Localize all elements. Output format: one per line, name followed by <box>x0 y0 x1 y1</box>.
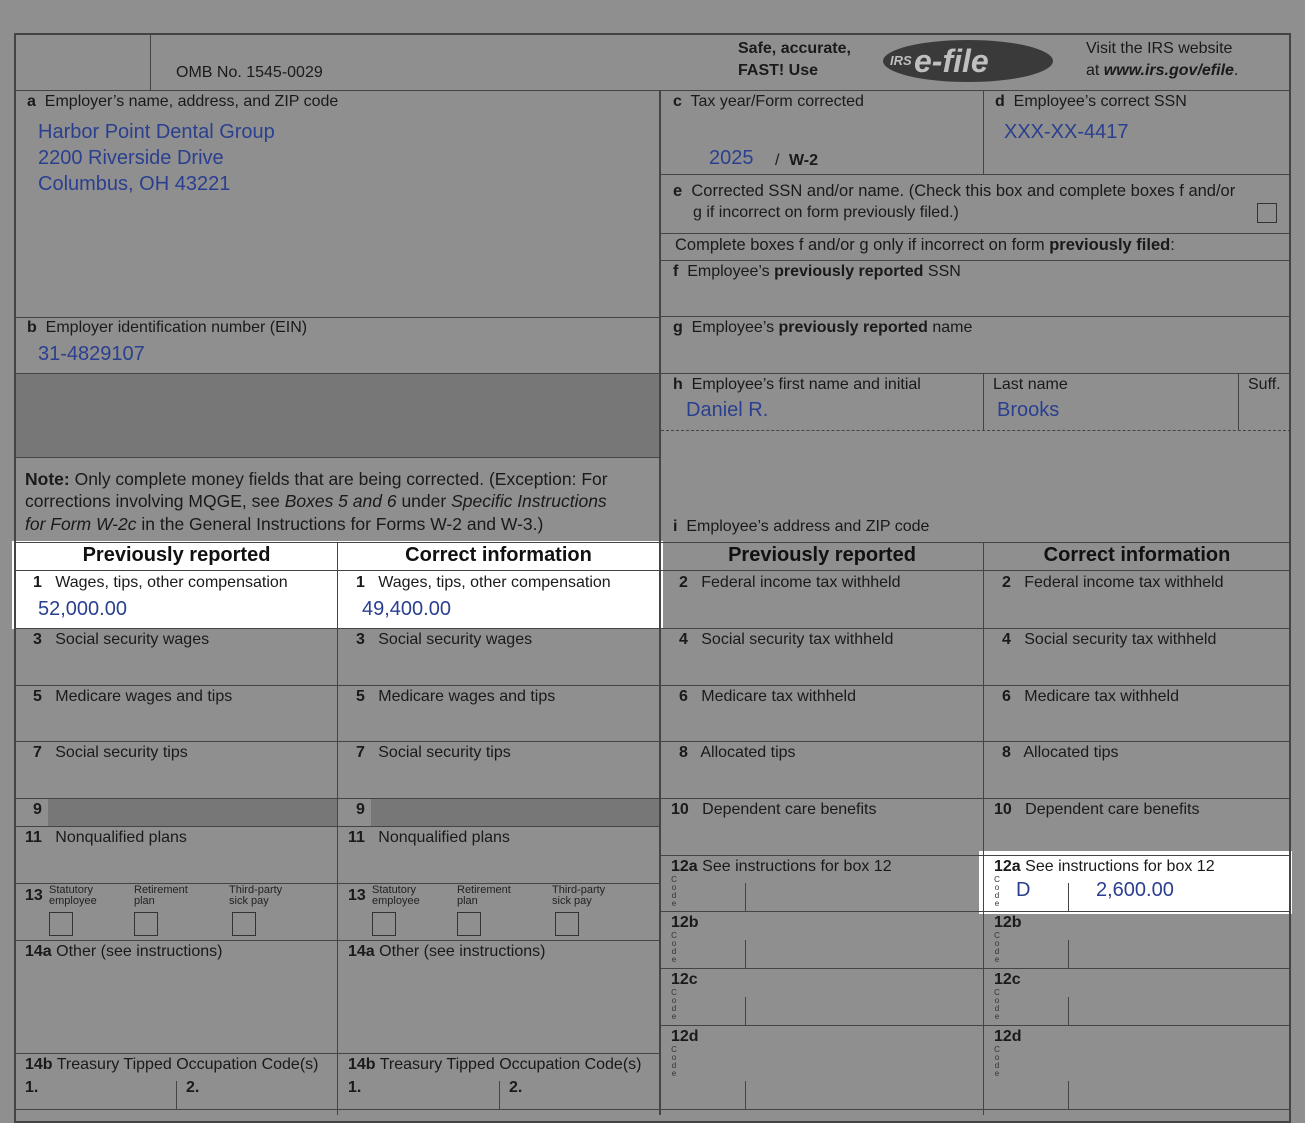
box-13-prev-num: 13 <box>25 887 43 904</box>
box-12c-corr-label: 12c <box>994 971 1021 988</box>
note-line3: for Form W-2c in the General Instructions for Forms W-2 and W-3.) <box>25 514 544 534</box>
box-a-label: a Employer’s name, address, and ZIP code <box>27 93 339 110</box>
statutory-checkbox-corr[interactable] <box>372 912 396 936</box>
employer-city: Columbus, OH 43221 <box>38 173 231 195</box>
safe-accurate-line2: FAST! Use <box>738 62 819 79</box>
suffix-label: Suff. <box>1248 376 1281 393</box>
thirdparty-label-prev: Third-party sick pay <box>229 884 283 907</box>
right-corr-heading: Correct information <box>1043 544 1231 566</box>
box-9-corr-label: 9 <box>356 801 365 818</box>
thirdparty-checkbox-corr[interactable] <box>555 912 579 936</box>
right-prev-heading: Previously reported <box>728 544 916 566</box>
box-12c-prev-label: 12c <box>671 971 698 988</box>
tax-year: 2025 <box>709 147 754 169</box>
box-12a-corr-label: 12a See instructions for box 12 <box>994 858 1215 875</box>
irs-efile-logo <box>882 39 1054 83</box>
box-12b-prev-label: 12b <box>671 914 699 931</box>
box-7-prev-label: 7 Social security tips <box>33 744 188 761</box>
box-f-label: f Employee’s previously reported SSN <box>673 263 961 280</box>
code-label: C o d e <box>994 988 1000 1021</box>
code-label: C o d e <box>671 931 677 964</box>
statutory-label-prev: Statutory employee <box>49 884 97 907</box>
box-4-corr-label: 4 Social security tax withheld <box>1002 631 1217 648</box>
box-12d-prev-label: 12d <box>671 1028 699 1045</box>
employee-last-name: Brooks <box>997 399 1060 421</box>
irs-logo-text: IRS <box>890 53 912 68</box>
box-11-prev-label: 11 Nonqualified plans <box>25 829 187 846</box>
box-d-label: d Employee’s correct SSN <box>995 93 1187 110</box>
statutory-label-corr: Statutory employee <box>372 884 420 907</box>
box-12d-corr-label: 12d <box>994 1028 1022 1045</box>
retirement-checkbox-prev[interactable] <box>134 912 158 936</box>
box-12a-code: D <box>1016 879 1031 901</box>
employer-ein: 31-4829107 <box>38 343 145 365</box>
efile-logo-text: e-file <box>914 43 989 79</box>
box-14b-corr-label: 14b Treasury Tipped Occupation Code(s) <box>348 1056 642 1073</box>
employer-street: 2200 Riverside Drive <box>38 147 224 169</box>
box-14b-prev-label: 14b Treasury Tipped Occupation Code(s) <box>25 1056 319 1073</box>
box-e-line2: g if incorrect on form previously filed.) <box>693 204 959 221</box>
box-5-prev-label: 5 Medicare wages and tips <box>33 688 233 705</box>
left-corr-heading: Correct information <box>405 544 592 566</box>
box-13-corr-num: 13 <box>348 887 366 904</box>
box-3-corr-label: 3 Social security wages <box>356 631 533 648</box>
box-4-prev-label: 4 Social security tax withheld <box>679 631 894 648</box>
box-7-corr-label: 7 Social security tips <box>356 744 511 761</box>
tax-year-slash: / <box>775 152 780 169</box>
employee-first-name: Daniel R. <box>686 399 769 421</box>
box-1-prev-label: 1 Wages, tips, other compensation <box>33 574 288 591</box>
box-e-line1: e Corrected SSN and/or name. (Check this box and complete boxes f and/or <box>673 182 1236 200</box>
visit-irs-line2: at www.irs.gov/efile. <box>1086 62 1239 79</box>
box-8-prev-label: 8 Allocated tips <box>679 744 796 761</box>
box-b-label: b Employer identification number (EIN) <box>27 319 308 336</box>
box-c-label: c Tax year/Form corrected <box>673 93 864 110</box>
box-14b-prev-1: 1. <box>25 1079 39 1096</box>
box-2-corr-label: 2 Federal income tax withheld <box>1002 574 1224 591</box>
code-label: C o d e <box>994 875 1000 908</box>
complete-fg-note: Complete boxes f and/or g only if incorrect on form previously filed: <box>675 236 1175 254</box>
box-11-corr-label: 11 Nonqualified plans <box>348 829 510 846</box>
retirement-label-corr: Retirement plan <box>457 884 511 907</box>
last-name-label: Last name <box>993 376 1068 393</box>
box-14a-prev-label: 14a Other (see instructions) <box>25 943 223 960</box>
box-8-corr-label: 8 Allocated tips <box>1002 744 1119 761</box>
box-1-prev-value: 52,000.00 <box>38 598 127 620</box>
retirement-label-prev: Retirement plan <box>134 884 188 907</box>
code-label: C o d e <box>671 875 677 908</box>
box-g-label: g Employee’s previously reported name <box>673 319 973 336</box>
box-12a-prev-label: 12a See instructions for box 12 <box>671 858 892 875</box>
note-line1: Note: Only complete money fields that are being corrected. (Exception: For <box>25 469 608 489</box>
code-label: C o d e <box>671 988 677 1021</box>
box-9-prev-label: 9 <box>33 801 42 818</box>
code-label: C o d e <box>671 1045 677 1078</box>
code-label: C o d e <box>994 1045 1000 1078</box>
box-12b-corr-label: 12b <box>994 914 1022 931</box>
thirdparty-label-corr: Third-party sick pay <box>552 884 606 907</box>
box-5-corr-label: 5 Medicare wages and tips <box>356 688 556 705</box>
box-14b-corr-2: 2. <box>509 1079 523 1096</box>
box-10-prev-label: 10 Dependent care benefits <box>671 801 877 818</box>
box-10-corr-label: 10 Dependent care benefits <box>994 801 1200 818</box>
thirdparty-checkbox-prev[interactable] <box>232 912 256 936</box>
box-1-corr-value: 49,400.00 <box>362 598 451 620</box>
box-12a-amount: 2,600.00 <box>1096 879 1174 901</box>
box-3-prev-label: 3 Social security wages <box>33 631 210 648</box>
box-2-prev-label: 2 Federal income tax withheld <box>679 574 901 591</box>
retirement-checkbox-corr[interactable] <box>457 912 481 936</box>
box-6-prev-label: 6 Medicare tax withheld <box>679 688 856 705</box>
left-prev-heading: Previously reported <box>82 544 271 566</box>
box-14b-prev-2: 2. <box>186 1079 200 1096</box>
employee-ssn: XXX-XX-4417 <box>1004 121 1129 143</box>
box-e-checkbox[interactable] <box>1257 203 1277 223</box>
safe-accurate-line1: Safe, accurate, <box>738 40 851 57</box>
irs-efile-link[interactable]: www.irs.gov/efile <box>1103 62 1234 79</box>
visit-irs-line1: Visit the IRS website <box>1086 40 1233 57</box>
box-14b-corr-1: 1. <box>348 1079 362 1096</box>
code-label: C o d e <box>994 931 1000 964</box>
box-1-corr-label: 1 Wages, tips, other compensation <box>356 574 611 591</box>
form-corrected: W-2 <box>789 152 819 169</box>
statutory-checkbox-prev[interactable] <box>49 912 73 936</box>
employer-name: Harbor Point Dental Group <box>38 121 275 143</box>
box-h-label: h Employee’s first name and initial <box>673 376 921 393</box>
omb-number: OMB No. 1545-0029 <box>176 64 323 81</box>
box-14a-corr-label: 14a Other (see instructions) <box>348 943 546 960</box>
note-line2: corrections involving MQGE, see Boxes 5 and 6 under Specific Instructions <box>25 491 607 511</box>
box-6-corr-label: 6 Medicare tax withheld <box>1002 688 1179 705</box>
box-i-label: i Employee’s address and ZIP code <box>673 518 930 535</box>
